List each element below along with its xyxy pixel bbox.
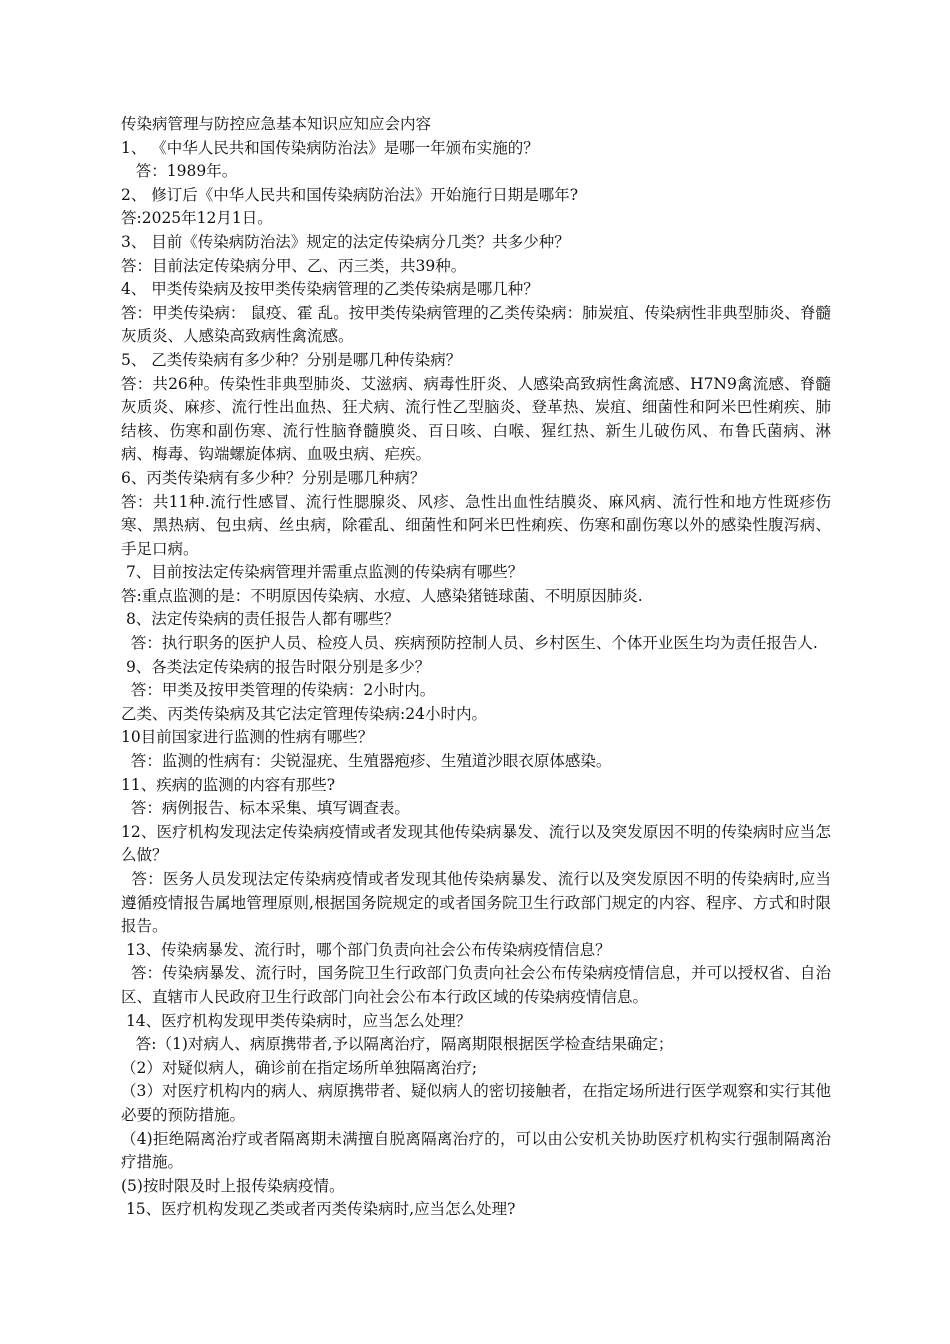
paragraph-a12: 答：医务人员发现法定传染病疫情或者发现其他传染病暴发、流行以及突发原因不明的传染病时,应当遵循疫情报告属地管理原则,根据国务院规定的或者国务院卫生行政部门规定的内容、程序、方式和时限报告。 (121, 870, 831, 936)
paragraph-a5: 答：共26种。传染性非典型肺炎、艾滋病、病毒性肝炎、人感染高致病性禽流感、H7N9禽流感、脊髓灰质炎、麻疹、流行性出血热、狂犬病、流行性乙型脑炎、登革热、炭疽、细菌性和阿米巴性痢疾、肺结核、伤寒和副伤寒、流行性脑脊髓膜炎、百日咳、白喉、猩红热、新生儿破伤风、布鲁氏菌病、淋病、梅毒、钩端螺旋体病、血吸虫病、疟疾。 (121, 374, 831, 464)
paragraph-a6: 答：共11种.流行性感冒、流行性腮腺炎、风疹、急性出血性结膜炎、麻风病、流行性和地方性斑疹伤寒、黑热病、包虫病、丝虫病，除霍乱、细菌性和阿米巴性痢疾、伤寒和副伤寒以外的感染性腹泻病、手足口病。 (121, 492, 831, 558)
paragraph-a14-item5: (5)按时限及时上报传染病疫情。 (121, 1176, 345, 1195)
paragraph-a4: 答：甲类传染病： 鼠疫、霍 乱。按甲类传染病管理的乙类传染病：肺炭疽、传染病性非典型肺炎、脊髓灰质炎、人感染高致病性禽流感。 (121, 303, 831, 346)
paragraph-q5: 5、 乙类传染病有多少种？分别是哪几种传染病？ (121, 350, 462, 369)
paragraph-a14-item4: （4)拒绝隔离治疗或者隔离期未满擅自脱离隔离治疗的，可以由公安机关协助医疗机构实行强制隔离治疗措施。 (121, 1129, 831, 1172)
paragraph-q11: 11、疾病的监测的内容有那些? (121, 775, 336, 794)
paragraph-a8: 答：执行职务的医护人员、检疫人员、疾病预防控制人员、乡村医生、个体开业医生均为责任报告人. (121, 634, 818, 653)
paragraph-a11: 答：病例报告、标本采集、填写调查表。 (121, 799, 410, 818)
paragraph-a14-item2: （2）对疑似病人，确诊前在指定场所单独隔离治疗; (121, 1058, 478, 1077)
paragraph-q12: 12、医疗机构发现法定传染病疫情或者发现其他传染病暴发、流行以及突发原因不明的传染病时应当怎么做？ (121, 822, 831, 865)
paragraph-a10: 答：监测的性病有：尖锐湿疣、生殖器疱疹、生殖道沙眼衣原体感染。 (121, 752, 612, 771)
paragraph-a3: 答：目前法定传染病分甲、乙、丙三类，共39种。 (121, 256, 467, 275)
paragraph-q9: 9、各类法定传染病的报告时限分别是多少？ (121, 657, 431, 676)
paragraph-q4: 4、 甲类传染病及按甲类传染病管理的乙类传染病是哪几种？ (121, 280, 539, 299)
paragraph-q13: 13、传染病暴发、流行时，哪个部门负责向社会公布传染病疫情信息？ (121, 940, 611, 959)
paragraph-a9-part2: 乙类、丙类传染病及其它法定管理传染病:24小时内。 (121, 704, 487, 723)
document-body (121, 113, 831, 1222)
document-title: 传染病管理与防控应急基本知识应知应会内容 (121, 115, 432, 133)
paragraph-q15: 15、医疗机构发现乙类或者丙类传染病时,应当怎么处理? (121, 1200, 516, 1219)
paragraph-q8: 8、法定传染病的责任报告人都有哪些？ (121, 610, 400, 629)
paragraph-a14-item3: （3）对医疗机构内的病人、病原携带者、疑似病人的密切接触者，在指定场所进行医学观察和实行其他必要的预防措施。 (121, 1082, 831, 1124)
paragraph-a14-item1: 答:（1)对病人、病原携带者,予以隔离治疗，隔离期限根据医学检查结果确定； (121, 1035, 674, 1054)
paragraph-a13: 答：传染病暴发、流行时，国务院卫生行政部门负责向社会公布传染病疫情信息，并可以授权省、自治区、直辖市人民政府卫生行政部门向社会公布本行政区域的传染病疫情信息。 (121, 964, 831, 1006)
paragraph-q1: 1、 《中华人民共和国传染病防治法》是哪一年颁布实施的？ (121, 138, 539, 157)
paragraph-a2: 答:2025年12月1日。 (121, 209, 273, 228)
paragraph-a9-part1: 答：甲类及按甲类管理的传染病：2小时内。 (121, 681, 436, 700)
paragraph-a7: 答:重点监测的是：不明原因传染病、水痘、人感染猪链球菌、不明原因肺炎. (121, 586, 643, 605)
paragraph-q3: 3、 目前《传染病防治法》规定的法定传染病分几类？共多少种？ (121, 232, 570, 251)
paragraph-q14: 14、医疗机构发现甲类传染病时，应当怎么处理？ (121, 1011, 472, 1030)
paragraph-q2: 2、 修订后《中华人民共和国传染病防治法》开始施行日期是哪年? (121, 185, 579, 204)
paragraph-q10: 10目前国家进行监测的性病有哪些？ (121, 728, 374, 747)
paragraph-q7: 7、目前按法定传染病管理并需重点监测的传染病有哪些？ (121, 563, 524, 582)
paragraph-q6: 6、丙类传染病有多少种？分别是哪几种病？ (121, 468, 426, 487)
paragraph-a1: 答：1989年。 (121, 162, 238, 181)
